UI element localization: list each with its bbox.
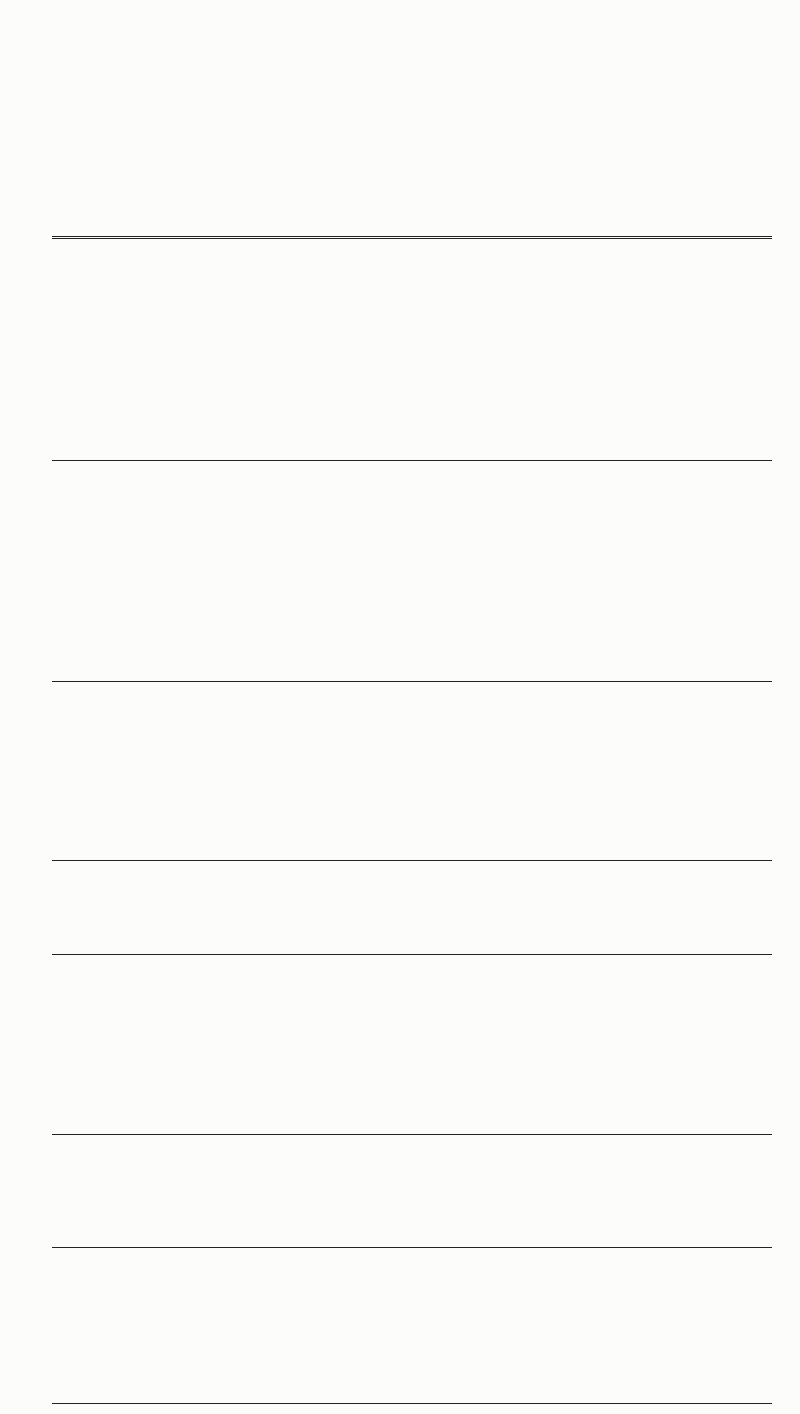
year-header	[331, 170, 353, 228]
section-rule	[52, 1403, 772, 1404]
year-header	[555, 170, 577, 228]
year-header	[528, 170, 550, 228]
year-header	[415, 170, 437, 228]
year-header	[443, 170, 465, 228]
section-rule	[52, 1134, 772, 1135]
section-rule	[52, 460, 772, 461]
year-header	[303, 170, 325, 228]
header-rule	[52, 236, 772, 239]
section-rule	[52, 681, 772, 682]
year-header	[499, 170, 521, 228]
year-header	[387, 170, 409, 228]
year-header	[359, 170, 381, 228]
year-header	[275, 170, 297, 228]
section-rule	[52, 860, 772, 861]
section-rule	[52, 954, 772, 955]
year-header	[471, 170, 493, 228]
section-rule	[52, 1247, 772, 1248]
